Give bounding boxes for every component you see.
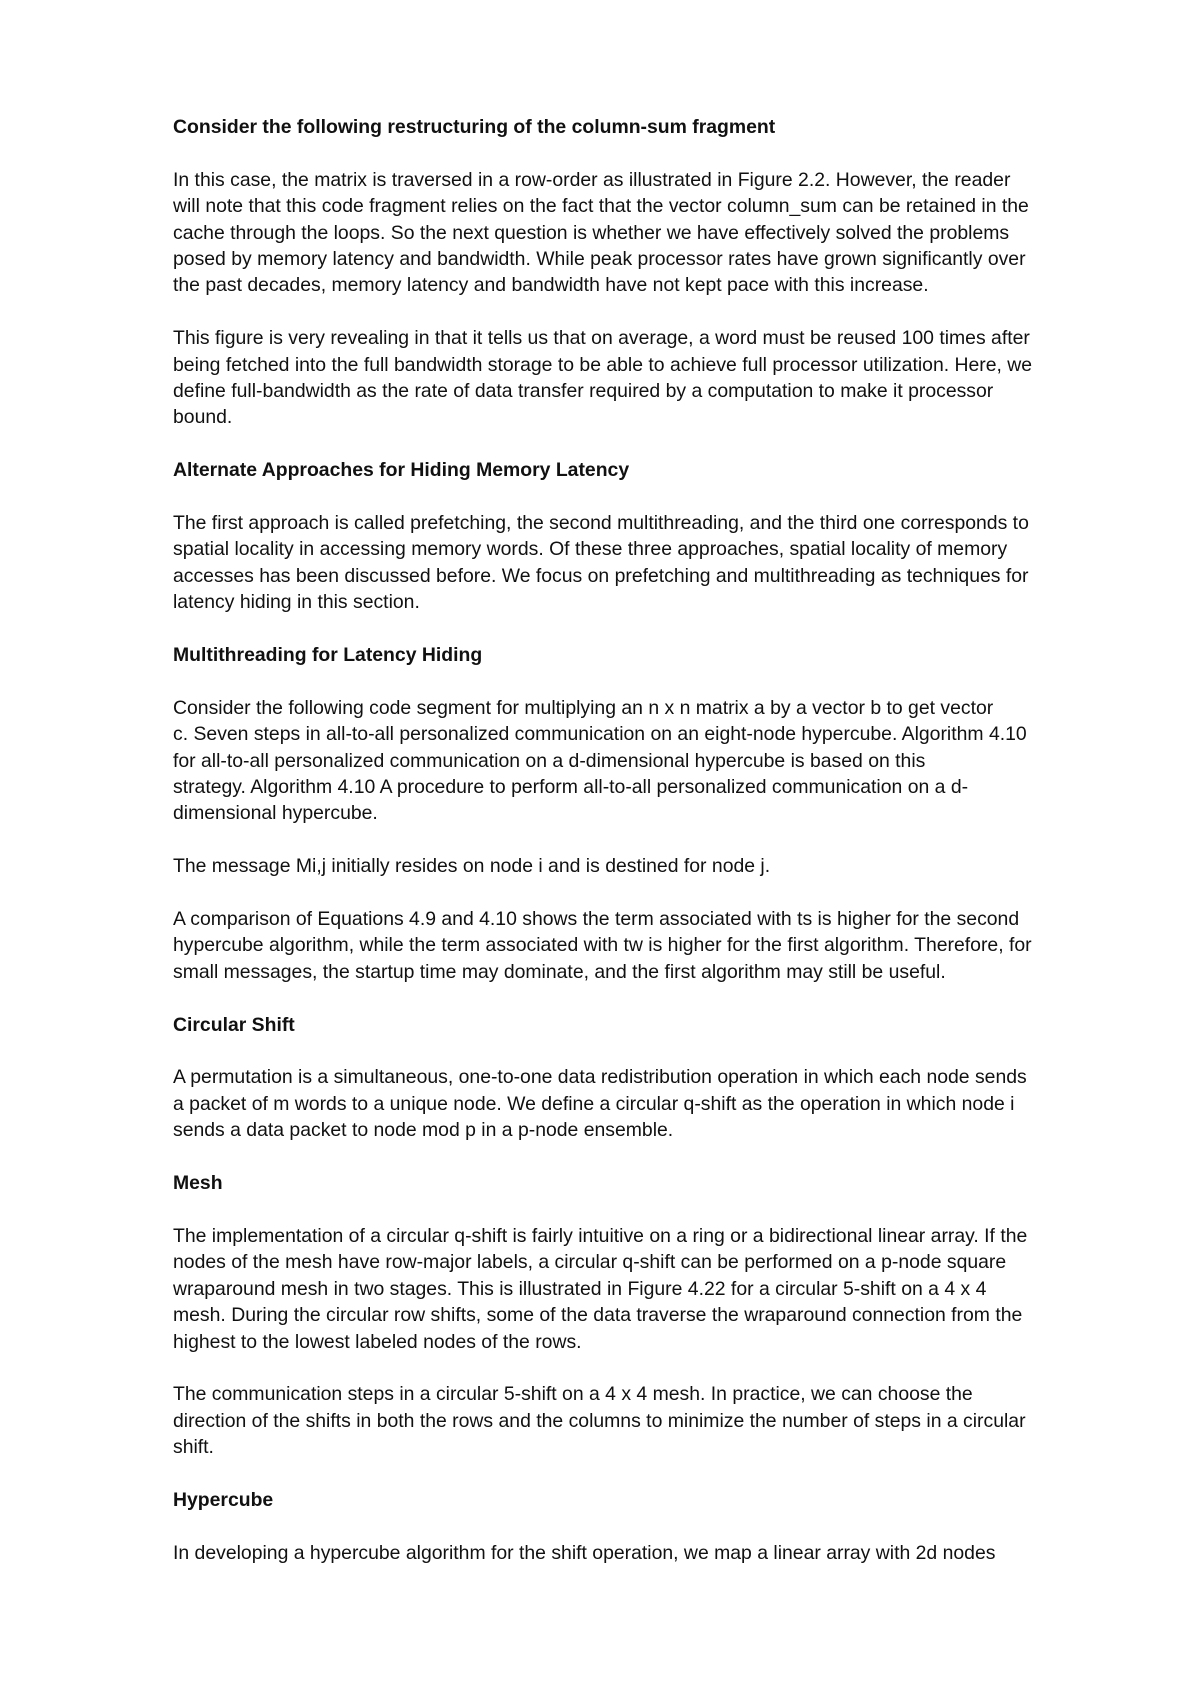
text-line: The implementation of a circular q-shift is fairly intuitive on a ring or a bidirectional linear array. If the xyxy=(173,1224,1028,1247)
section-heading xyxy=(173,642,1133,668)
text-line: Hypercube xyxy=(173,1488,274,1511)
text-line: shift. xyxy=(173,1436,214,1459)
text-line: dimensional hypercube. xyxy=(173,802,378,825)
text-line: The first approach is called prefetching, the second multithreading, and the third one corresponds to xyxy=(173,512,1029,535)
text-line: A comparison of Equations 4.9 and 4.10 shows the term associated with ts is higher for the second xyxy=(173,908,1020,931)
section-heading xyxy=(173,1487,1133,1513)
paragraph xyxy=(173,1064,1133,1143)
text-line: Consider the following code segment for multiplying an n x n matrix a by a vector b to get vector xyxy=(173,696,994,719)
text-line: cache through the loops. So the next question is whether we have effectively solved the problems xyxy=(173,221,1010,244)
text-line: The communication steps in a circular 5-shift on a 4 x 4 mesh. In practice, we can choose the xyxy=(173,1383,973,1406)
section-heading xyxy=(173,1012,1133,1038)
text-line: posed by memory latency and bandwidth. While peak processor rates have grown significantly over xyxy=(173,248,1026,271)
text-line: accesses has been discussed before. We focus on prefetching and multithreading as techniques for xyxy=(173,564,1029,587)
text-line: being fetched into the full bandwidth storage to be able to achieve full processor utilization. Here, we xyxy=(173,353,1033,376)
text-line: latency hiding in this section. xyxy=(173,591,420,614)
text-line: highest to the lowest labeled nodes of the rows. xyxy=(173,1330,582,1353)
text-line: c. Seven steps in all-to-all personalized communication on an eight-node hypercube. Algorithm 4.10 xyxy=(173,723,1027,746)
text-line: spatial locality in accessing memory words. Of these three approaches, spatial locality of memory xyxy=(173,538,1008,561)
text-line: for all-to-all personalized communication on a d-dimensional hypercube is based on this xyxy=(173,749,926,772)
text-line: Alternate Approaches for Hiding Memory Latency xyxy=(173,459,630,482)
text-line: a packet of m words to a unique node. We define a circular q-shift as the operation in which node i xyxy=(173,1092,1015,1115)
text-line: strategy. Algorithm 4.10 A procedure to perform all-to-all personalized communication on a d- xyxy=(173,776,969,799)
section-heading xyxy=(173,457,1133,483)
text-line: define full-bandwidth as the rate of data transfer required by a computation to make it processor xyxy=(173,380,994,403)
paragraph xyxy=(173,1381,1133,1460)
text-line: sends a data packet to node mod p in a p-node ensemble. xyxy=(173,1119,674,1142)
text-line: Circular Shift xyxy=(173,1013,295,1036)
text-line: the past decades, memory latency and bandwidth have not kept pace with this increase. xyxy=(173,274,929,297)
text-line: In this case, the matrix is traversed in a row-order as illustrated in Figure 2.2. However, the reader xyxy=(173,168,1011,191)
text-line: wraparound mesh in two stages. This is illustrated in Figure 4.22 for a circular 5-shift on a 4 x 4 xyxy=(173,1277,987,1300)
paragraph xyxy=(173,1223,1133,1355)
text-line: In developing a hypercube algorithm for the shift operation, we map a linear array with 2d nodes xyxy=(173,1541,996,1564)
text-line: A permutation is a simultaneous, one-to-one data redistribution operation in which each node sends xyxy=(173,1066,1027,1089)
text-line: Consider the following restructuring of the column-sum fragment xyxy=(173,116,776,138)
text-line: This figure is very revealing in that it tells us that on average, a word must be reused 100 times after xyxy=(173,327,1030,350)
text-line: will note that this code fragment relies on the fact that the vector column_sum can be retained in the xyxy=(173,195,1029,218)
text-line: mesh. During the circular row shifts, some of the data traverse the wraparound connection from the xyxy=(173,1304,1023,1327)
text-line: direction of the shifts in both the rows and the columns to minimize the number of steps in a circular xyxy=(173,1409,1026,1432)
section-heading xyxy=(173,1170,1133,1196)
section-heading xyxy=(173,114,1133,140)
text-line: Mesh xyxy=(173,1172,223,1195)
text-line: nodes of the mesh have row-major labels, a circular q-shift can be performed on a p-node square xyxy=(173,1251,1007,1274)
paragraph xyxy=(173,906,1133,985)
paragraph xyxy=(173,853,1133,879)
document-page xyxy=(173,114,1133,1593)
paragraph xyxy=(173,325,1133,431)
text-line: The message Mi,j initially resides on node i and is destined for node j. xyxy=(173,855,771,878)
text-line: hypercube algorithm, while the term associated with tw is higher for the first algorithm. Therefore, for xyxy=(173,934,1032,957)
paragraph xyxy=(173,167,1133,299)
text-line: bound. xyxy=(173,406,233,429)
text-line: small messages, the startup time may dominate, and the first algorithm may still be useful. xyxy=(173,960,946,983)
paragraph xyxy=(173,695,1133,827)
text-line: Multithreading for Latency Hiding xyxy=(173,644,483,667)
paragraph xyxy=(173,1540,1133,1566)
paragraph xyxy=(173,510,1133,616)
